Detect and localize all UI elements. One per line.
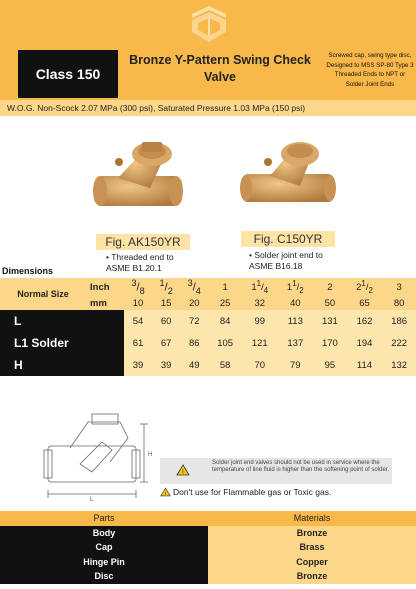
dim-cell: 61 <box>124 332 152 354</box>
dim-cell: 194 <box>347 332 383 354</box>
dim-cell: 137 <box>278 332 314 354</box>
class-badge: Class 150 <box>18 50 118 98</box>
dimension-diagram <box>40 404 160 504</box>
dim-cell: 186 <box>382 310 416 332</box>
fig-note-text: Threaded end to ASME B1.20.1 <box>106 252 174 273</box>
mm-cell: 65 <box>347 296 383 310</box>
dim-cell: 170 <box>313 332 347 354</box>
mm-cell: 80 <box>382 296 416 310</box>
fig-label-ak150yr: Fig. AK150YR <box>96 234 190 250</box>
mm-cell: 10 <box>124 296 152 310</box>
inch-cell: $1^1/_2$ <box>278 278 314 296</box>
warning-icon <box>160 487 171 497</box>
inch-label: Inch <box>86 278 124 296</box>
valve-solder-image <box>238 132 338 214</box>
material-cell: Copper <box>208 555 416 570</box>
fig-note-text: Solder joint end to ASME B16.18 <box>249 250 323 271</box>
fig-note-ak150yr: • Threaded end to ASME B1.20.1 <box>106 252 174 273</box>
mm-label: mm <box>86 296 124 310</box>
dim-cell: 105 <box>208 332 242 354</box>
dimensions-table <box>0 278 416 376</box>
inch-cell: $^3/_4$ <box>180 278 208 296</box>
dim-cell: 49 <box>180 354 208 376</box>
row-label-h: H <box>0 354 124 376</box>
dim-cell: 131 <box>313 310 347 332</box>
diagram-label-h: H <box>148 452 153 458</box>
dim-cell: 121 <box>242 332 278 354</box>
mm-cell: 20 <box>180 296 208 310</box>
fig-note-c150yr: • Solder joint end to ASME B16.18 <box>249 250 323 271</box>
inch-cell: $^3/_8$ <box>124 278 152 296</box>
parts-header: Parts <box>0 511 208 526</box>
dim-cell: 113 <box>278 310 314 332</box>
fig-label-c150yr: Fig. C150YR <box>241 231 335 247</box>
mm-cell: 25 <box>208 296 242 310</box>
part-cell: Body <box>0 526 208 541</box>
inch-cell: $^1/_2$ <box>152 278 180 296</box>
inch-cell: 1 <box>208 278 242 296</box>
flammable-warning <box>160 487 331 497</box>
normal-size-label: Normal Size <box>0 278 86 310</box>
product-description: Screwed cap, swing type disc, Designed to MSS SP-80 Type 3 Threaded Ends to NPT or Solder Joint Ends <box>326 52 414 88</box>
dim-cell: 67 <box>152 332 180 354</box>
flammable-warning-text: Don't use for Flammable gas or Toxic gas. <box>173 487 332 497</box>
dim-cell: 95 <box>313 354 347 376</box>
dim-cell: 222 <box>382 332 416 354</box>
material-cell: Bronze <box>208 526 416 541</box>
dimensions-title: Dimensions <box>2 266 54 276</box>
mm-cell: 40 <box>278 296 314 310</box>
dim-cell: 58 <box>208 354 242 376</box>
inch-cell: 2 <box>313 278 347 296</box>
dim-cell: 60 <box>152 310 180 332</box>
inch-cell: 3 <box>382 278 416 296</box>
dim-cell: 79 <box>278 354 314 376</box>
inch-cell: $1^1/_4$ <box>242 278 278 296</box>
materials-header: Materials <box>208 511 416 526</box>
svg-text:!: ! <box>182 470 184 476</box>
product-title: Bronze Y-Pattern Swing Check Valve <box>129 53 311 84</box>
part-cell: Disc <box>0 569 208 584</box>
mm-cell: 15 <box>152 296 180 310</box>
part-cell: Hinge Pin <box>0 555 208 570</box>
inch-cell: $2^1/_2$ <box>347 278 383 296</box>
row-label-l1-solder: L1 Solder <box>0 332 124 354</box>
dim-cell: 39 <box>152 354 180 376</box>
valve-threaded-image <box>88 132 188 218</box>
solder-warning-text: Solder joint end valves should not be used in service where the temperature of line fluid is higher than the softening point of solder. <box>212 460 390 474</box>
material-cell: Bronze <box>208 569 416 584</box>
mm-cell: 32 <box>242 296 278 310</box>
dim-cell: 86 <box>180 332 208 354</box>
material-cell: Brass <box>208 540 416 555</box>
dim-cell: 162 <box>347 310 383 332</box>
company-logo-icon <box>188 2 230 46</box>
warning-icon <box>176 464 190 476</box>
row-label-l: L <box>0 310 124 332</box>
dim-cell: 114 <box>347 354 383 376</box>
svg-text:!: ! <box>164 491 167 497</box>
pressure-rating: W.O.G. Non-Scock 2.07 MPa (300 psi), Saturated Pressure 1.03 MPa (150 psi) <box>0 100 416 116</box>
dim-cell: 72 <box>180 310 208 332</box>
solder-warning-box <box>160 458 392 484</box>
dim-cell: 54 <box>124 310 152 332</box>
mm-cell: 50 <box>313 296 347 310</box>
dim-cell: 70 <box>242 354 278 376</box>
dim-cell: 132 <box>382 354 416 376</box>
dim-cell: 39 <box>124 354 152 376</box>
dim-cell: 99 <box>242 310 278 332</box>
dim-cell: 84 <box>208 310 242 332</box>
part-cell: Cap <box>0 540 208 555</box>
diagram-label-l: L <box>90 497 94 503</box>
materials-table <box>0 511 416 584</box>
